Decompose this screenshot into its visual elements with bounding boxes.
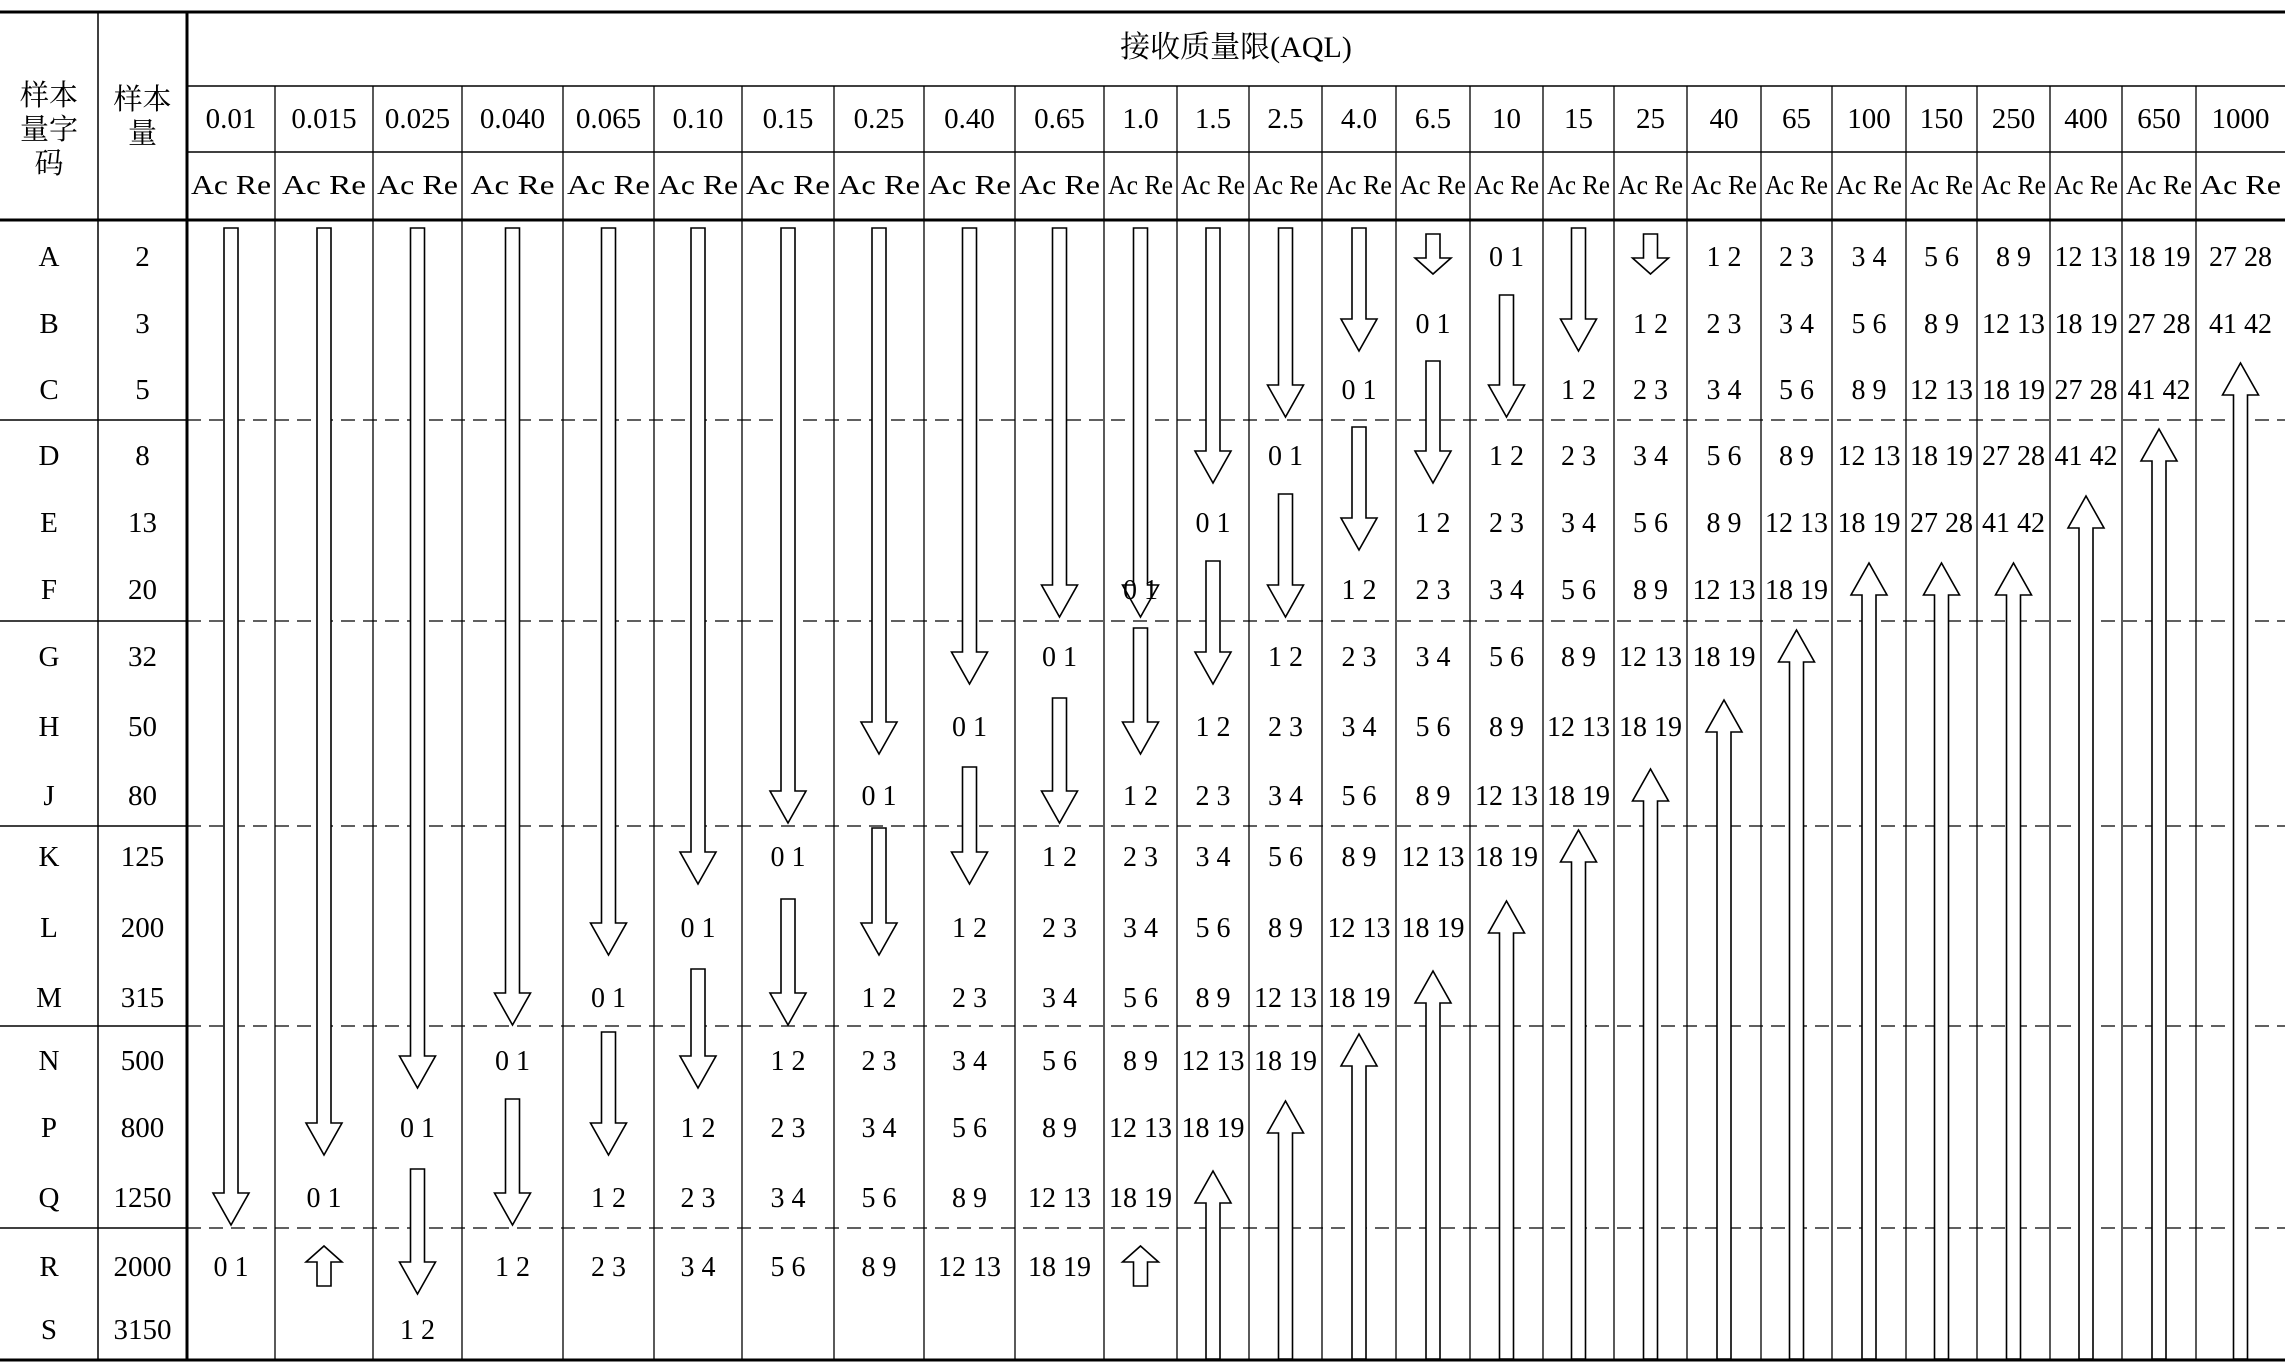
sample-code-letter: L	[40, 912, 58, 944]
ac-re-value: 18 19	[1181, 1113, 1245, 1144]
ac-re-value: 18 19	[1327, 983, 1391, 1014]
ac-re-value: 27 28	[2209, 242, 2272, 273]
acre-label: Ac Re	[1108, 170, 1174, 200]
ac-re-value: 18 19	[1547, 781, 1610, 812]
ac-re-value: 5 6	[952, 1113, 987, 1144]
aql-column-label: 0.01	[205, 103, 257, 135]
ac-re-value: 5 6	[861, 1183, 897, 1214]
ac-re-value: 8 9	[1706, 508, 1742, 539]
ac-re-value: 8 9	[1268, 913, 1303, 944]
sample-size-value: 200	[120, 912, 165, 944]
up-arrow-icon	[1633, 769, 1669, 1359]
ac-re-value: 3 4	[1851, 242, 1887, 273]
sample-code-letter: K	[38, 841, 60, 873]
ac-re-value: 5 6	[1851, 309, 1887, 340]
ac-re-value: 2 3	[1123, 842, 1158, 873]
ac-re-value: 1 2	[1123, 781, 1158, 812]
down-arrow-icon	[680, 228, 716, 884]
up-arrow-icon	[1996, 563, 2032, 1359]
ac-re-value: 12 13	[1327, 913, 1391, 944]
sample-code-letter: G	[38, 641, 60, 673]
ac-re-value: 0 1	[213, 1252, 249, 1283]
sample-code-letter: D	[38, 440, 60, 472]
ac-re-value: 3 4	[1415, 642, 1451, 673]
ac-re-value: 0 1	[1415, 309, 1451, 340]
ac-re-value: 1 2	[591, 1183, 626, 1214]
ac-re-value: 1 2	[1561, 375, 1596, 406]
aql-column-label: 0.10	[672, 103, 724, 135]
sample-code-letter: F	[40, 574, 58, 606]
sample-size-value: 2	[135, 241, 150, 273]
ac-re-value: 41 42	[1982, 508, 2045, 539]
ac-re-value: 2 3	[1042, 913, 1077, 944]
ac-re-value: 5 6	[1268, 842, 1303, 873]
ac-re-value: 5 6	[1561, 575, 1596, 606]
ac-re-value: 18 19	[1692, 642, 1756, 673]
ac-re-value: 3 4	[1195, 842, 1231, 873]
ac-re-value: 0 1	[1268, 441, 1303, 472]
aql-column-label: 0.40	[944, 103, 995, 135]
aql-column-label: 650	[2137, 103, 2181, 135]
ac-re-value: 5 6	[770, 1252, 806, 1283]
ac-re-value: 2 3	[1706, 309, 1742, 340]
acre-label: Ac Re	[1181, 170, 1246, 200]
ac-re-value: 3 4	[770, 1183, 806, 1214]
up-arrow-icon	[2068, 496, 2104, 1359]
ac-re-value: 12 13	[1982, 309, 2045, 340]
acre-label: Ac Re	[470, 170, 555, 200]
ac-re-value: 0 1	[1489, 242, 1524, 273]
acre-label: Ac Re	[1400, 170, 1467, 200]
aql-column-label: 25	[1636, 103, 1665, 135]
sample-code-letter: M	[36, 982, 62, 1014]
ac-re-value: 0 1	[680, 913, 716, 944]
up-arrow-icon	[2223, 363, 2259, 1359]
up-arrow-icon	[306, 1246, 342, 1286]
ac-re-value: 2 3	[1195, 781, 1231, 812]
down-arrow-icon	[1268, 228, 1304, 417]
aql-column-label: 10	[1492, 103, 1521, 135]
sample-size-value: 2000	[113, 1251, 172, 1283]
acre-label: Ac Re	[1474, 170, 1540, 200]
up-arrow-icon	[1195, 1171, 1231, 1359]
down-arrow-icon	[1195, 561, 1231, 684]
down-arrow-icon	[1341, 228, 1377, 351]
ac-re-value: 12 13	[1475, 781, 1538, 812]
ac-re-value: 3 4	[1341, 712, 1377, 743]
table-title: 接收质量限(AQL)	[1120, 31, 1352, 64]
ac-re-value: 12 13	[2054, 242, 2118, 273]
down-arrow-icon	[400, 1169, 436, 1294]
acre-label: Ac Re	[1691, 170, 1758, 200]
acre-label: Ac Re	[2200, 170, 2282, 200]
down-arrow-icon	[1489, 295, 1525, 417]
ac-re-value: 1 2	[1415, 508, 1451, 539]
size-header-label: 样本量	[113, 84, 172, 150]
cell-values	[214, 242, 2273, 1346]
ac-re-value: 18 19	[1837, 508, 1901, 539]
sample-size-value: 13	[128, 507, 157, 539]
ac-re-value: 1 2	[1633, 309, 1668, 340]
ac-re-value: 5 6	[1706, 441, 1742, 472]
ac-re-value: 3 4	[680, 1252, 716, 1283]
down-arrow-icon	[400, 228, 436, 1088]
ac-re-value: 2 3	[1415, 575, 1451, 606]
aql-column-label: 150	[1919, 103, 1964, 135]
sample-code-letter: A	[38, 241, 60, 273]
ac-re-value: 3 4	[1489, 575, 1524, 606]
aql-column-label: 4.0	[1340, 103, 1378, 135]
down-arrow-icon	[1561, 228, 1597, 351]
ac-re-value: 18 19	[1982, 375, 2045, 406]
aql-column-label: 40	[1709, 103, 1739, 135]
sample-code-letter: J	[43, 780, 55, 812]
ac-re-value: 3 4	[1268, 781, 1303, 812]
up-arrow-icon	[1851, 563, 1887, 1359]
ac-re-value: 3 4	[1706, 375, 1742, 406]
sample-size-value: 32	[128, 641, 157, 673]
acre-label: Ac Re	[838, 170, 921, 200]
sample-size-value: 5	[135, 374, 150, 406]
ac-re-value: 2 3	[1489, 508, 1524, 539]
aql-column-label: 400	[2064, 103, 2108, 135]
down-arrow-icon	[495, 228, 531, 1025]
ac-re-value: 12 13	[1837, 441, 1901, 472]
ac-re-value: 12 13	[1619, 642, 1682, 673]
up-arrow-icon	[1706, 700, 1742, 1359]
down-arrow-icon	[680, 969, 716, 1088]
aql-column-label: 1.0	[1122, 103, 1159, 135]
down-arrow-icon	[1415, 234, 1451, 274]
aql-column-label: 0.65	[1034, 103, 1085, 135]
sample-code-letter: P	[40, 1112, 58, 1144]
aql-column-label: 0.040	[479, 103, 546, 135]
sample-size-value: 8	[135, 440, 150, 472]
ac-re-value: 8 9	[1561, 642, 1596, 673]
down-arrow-icon	[1123, 628, 1159, 754]
ac-re-value: 3 4	[1633, 441, 1668, 472]
ac-re-value: 2 3	[952, 983, 987, 1014]
sample-code-letter: B	[39, 308, 59, 340]
ac-re-value: 27 28	[2127, 309, 2191, 340]
down-arrow-icon	[495, 1099, 531, 1225]
sample-size-value: 800	[120, 1112, 165, 1144]
ac-re-value: 12 13	[1254, 983, 1317, 1014]
ac-re-value: 1 2	[400, 1315, 435, 1346]
acre-label: Ac Re	[1618, 170, 1684, 200]
acre-label: Ac Re	[1547, 170, 1611, 200]
up-arrow-icon	[1341, 1034, 1377, 1359]
ac-re-value: 18 19	[1910, 441, 1973, 472]
aql-column-label: 100	[1847, 103, 1891, 135]
aql-column-label: 6.5	[1414, 103, 1452, 135]
sample-code-letter: H	[38, 711, 60, 743]
sample-size-value: 125	[120, 841, 165, 873]
ac-re-value: 0 1	[400, 1113, 435, 1144]
ac-re-value: 3 4	[1123, 913, 1158, 944]
ac-re-value: 0 1	[770, 842, 806, 873]
ac-re-value: 1 2	[770, 1046, 806, 1077]
ac-re-value: 18 19	[1401, 913, 1465, 944]
ac-re-value: 0 1	[306, 1183, 342, 1214]
ac-re-value: 18 19	[1254, 1046, 1317, 1077]
acre-label: Ac Re	[1981, 170, 2047, 200]
ac-re-value: 1 2	[1195, 712, 1231, 743]
aql-column-label: 15	[1564, 103, 1593, 135]
aql-column-label: 1.5	[1194, 103, 1232, 135]
sample-size-value: 1250	[113, 1182, 172, 1214]
ac-re-value: 5 6	[1415, 712, 1451, 743]
ac-re-value: 5 6	[1924, 242, 1959, 273]
ac-re-value: 0 1	[1341, 375, 1377, 406]
ac-re-value: 5 6	[1123, 983, 1158, 1014]
ac-re-value: 1 2	[1706, 242, 1742, 273]
ac-re-value: 8 9	[1633, 575, 1668, 606]
row-labels	[36, 241, 171, 1346]
down-arrow-icon	[591, 1032, 627, 1155]
ac-re-value: 2 3	[1268, 712, 1303, 743]
aql-column-label: 0.065	[575, 103, 642, 135]
ac-re-value: 41 42	[2209, 309, 2272, 340]
ac-re-value: 2 3	[861, 1046, 897, 1077]
ac-re-value: 1 2	[495, 1252, 530, 1283]
ac-re-value: 0 1	[861, 781, 897, 812]
ac-re-value: 8 9	[1341, 842, 1377, 873]
sample-code-letter: S	[40, 1314, 58, 1346]
down-arrow-icon	[861, 828, 897, 955]
down-arrow-icon	[1042, 228, 1078, 617]
aql-column-label: 0.25	[853, 103, 905, 135]
ac-re-value: 18 19	[2054, 309, 2118, 340]
down-arrow-icon	[1195, 228, 1231, 483]
acre-label: Ac Re	[658, 170, 739, 200]
ac-re-value: 8 9	[1996, 242, 2031, 273]
ac-re-value: 12 13	[1028, 1183, 1091, 1214]
sample-size-value: 80	[128, 780, 157, 812]
sample-size-value: 315	[120, 982, 165, 1014]
sample-size-value: 20	[128, 574, 157, 606]
down-arrow-icon	[1123, 228, 1159, 617]
aql-column-label: 0.025	[384, 103, 451, 135]
acre-label: Ac Re	[928, 170, 1012, 200]
ac-re-value: 12 13	[1181, 1046, 1245, 1077]
ac-re-value: 2 3	[680, 1183, 716, 1214]
ac-re-value: 5 6	[1042, 1046, 1077, 1077]
up-arrow-icon	[1924, 563, 1960, 1359]
ac-re-value: 3 4	[952, 1046, 987, 1077]
ac-re-value: 0 1	[495, 1046, 530, 1077]
ac-re-value: 1 2	[1341, 575, 1377, 606]
ac-re-value: 27 28	[1910, 508, 1973, 539]
ac-re-value: 18 19	[1475, 842, 1538, 873]
acre-label: Ac Re	[746, 170, 831, 200]
ac-re-value: 5 6	[1489, 642, 1524, 673]
ac-re-value: 12 13	[1692, 575, 1756, 606]
down-arrow-icon	[1415, 361, 1451, 483]
aql-column-label: 65	[1782, 103, 1811, 135]
acre-label: Ac Re	[191, 170, 272, 200]
ac-re-value: 18 19	[1109, 1183, 1172, 1214]
sample-code-letter: Q	[38, 1182, 60, 1214]
ac-re-value: 1 2	[861, 983, 897, 1014]
ac-re-value: 8 9	[861, 1252, 897, 1283]
down-arrow-icon	[770, 899, 806, 1025]
sample-code-letter: R	[39, 1251, 59, 1283]
down-arrow-icon	[1268, 494, 1304, 617]
acre-label: Ac Re	[1836, 170, 1903, 200]
ac-re-value: 12 13	[1765, 508, 1828, 539]
sample-code-letter: C	[39, 374, 59, 406]
down-arrow-icon	[1042, 698, 1078, 823]
ac-re-value: 1 2	[952, 913, 987, 944]
ac-re-value: 8 9	[1195, 983, 1231, 1014]
ac-re-value: 0 1	[1195, 508, 1231, 539]
ac-re-value: 2 3	[770, 1113, 806, 1144]
acre-label: Ac Re	[2054, 170, 2119, 200]
ac-re-value: 0 1	[952, 712, 987, 743]
acre-label: Ac Re	[1910, 170, 1974, 200]
down-arrow-icon	[1341, 427, 1377, 550]
down-arrow-icon	[1633, 234, 1669, 274]
up-arrow-icon	[1123, 1246, 1159, 1286]
acre-label: Ac Re	[1019, 170, 1101, 200]
ac-re-value: 18 19	[2127, 242, 2191, 273]
acre-label: Ac Re	[1765, 170, 1829, 200]
down-arrow-icon	[591, 228, 627, 955]
acre-label: Ac Re	[1253, 170, 1319, 200]
up-arrow-icon	[1489, 901, 1525, 1359]
ac-re-value: 0 1	[591, 983, 626, 1014]
up-arrow-icon	[1779, 630, 1815, 1359]
ac-re-value: 0 1	[1123, 575, 1158, 606]
ac-re-value: 3 4	[861, 1113, 897, 1144]
ac-re-value: 8 9	[952, 1183, 987, 1214]
ac-re-value: 1 2	[1042, 842, 1077, 873]
sample-code-letter: N	[38, 1045, 60, 1077]
ac-re-value: 41 42	[2127, 375, 2191, 406]
sample-size-value: 3	[135, 308, 150, 340]
ac-re-value: 27 28	[1982, 441, 2045, 472]
ac-re-value: 18 19	[1765, 575, 1828, 606]
ac-re-value: 3 4	[1779, 309, 1814, 340]
ac-re-value: 12 13	[1401, 842, 1465, 873]
up-arrow-icon	[2141, 429, 2177, 1359]
sample-size-value: 500	[120, 1045, 165, 1077]
acre-label: Ac Re	[567, 170, 651, 200]
ac-re-value: 18 19	[1619, 712, 1682, 743]
ac-re-value: 2 3	[1341, 642, 1377, 673]
ac-re-value: 8 9	[1924, 309, 1959, 340]
aql-column-label: 1000	[2211, 103, 2270, 135]
ac-re-value: 5 6	[1195, 913, 1231, 944]
ac-re-value: 5 6	[1633, 508, 1668, 539]
aql-column-label: 0.015	[291, 103, 357, 135]
ac-re-value: 2 3	[1633, 375, 1668, 406]
aql-column-label: 250	[1991, 103, 2036, 135]
ac-re-value: 2 3	[1561, 441, 1596, 472]
ac-re-value: 2 3	[591, 1252, 626, 1283]
sample-code-letter: E	[40, 507, 58, 539]
down-arrow-icon	[306, 228, 342, 1155]
down-arrow-icon	[213, 228, 249, 1225]
aql-column-label: 0.15	[762, 103, 814, 135]
acre-label: Ac Re	[2126, 170, 2193, 200]
ac-re-value: 8 9	[1779, 441, 1814, 472]
ac-re-value: 1 2	[680, 1113, 716, 1144]
ac-re-value: 3 4	[1561, 508, 1596, 539]
table-header	[20, 31, 2281, 200]
ac-re-value: 27 28	[2054, 375, 2118, 406]
ac-re-value: 41 42	[2054, 441, 2118, 472]
aql-column-label: 2.5	[1267, 103, 1304, 135]
up-arrow-icon	[1415, 971, 1451, 1359]
ac-re-value: 18 19	[1028, 1252, 1091, 1283]
ac-re-value: 12 13	[938, 1252, 1001, 1283]
ac-re-value: 8 9	[1042, 1113, 1077, 1144]
sample-size-value: 3150	[113, 1314, 172, 1346]
acre-label: Ac Re	[1326, 170, 1393, 200]
ac-re-value: 8 9	[1415, 781, 1451, 812]
ac-re-value: 3 4	[1042, 983, 1077, 1014]
ac-re-value: 8 9	[1489, 712, 1524, 743]
acre-label: Ac Re	[377, 170, 459, 200]
ac-re-value: 2 3	[1779, 242, 1814, 273]
ac-re-value: 12 13	[1910, 375, 1973, 406]
ac-re-value: 5 6	[1779, 375, 1814, 406]
ac-re-value: 1 2	[1268, 642, 1303, 673]
down-arrow-icon	[770, 228, 806, 823]
down-arrow-icon	[952, 228, 988, 684]
up-arrow-icon	[1561, 830, 1597, 1359]
acre-label: Ac Re	[282, 170, 367, 200]
ac-re-value: 12 13	[1547, 712, 1610, 743]
code-header-label: 样本量字码	[19, 80, 79, 180]
ac-re-value: 1 2	[1489, 441, 1524, 472]
ac-re-value: 0 1	[1042, 642, 1077, 673]
sample-size-value: 50	[128, 711, 157, 743]
up-arrow-icon	[1268, 1101, 1304, 1359]
ac-re-value: 8 9	[1851, 375, 1887, 406]
down-arrow-icon	[861, 228, 897, 754]
ac-re-value: 5 6	[1341, 781, 1377, 812]
ac-re-value: 12 13	[1109, 1113, 1172, 1144]
ac-re-value: 8 9	[1123, 1046, 1158, 1077]
